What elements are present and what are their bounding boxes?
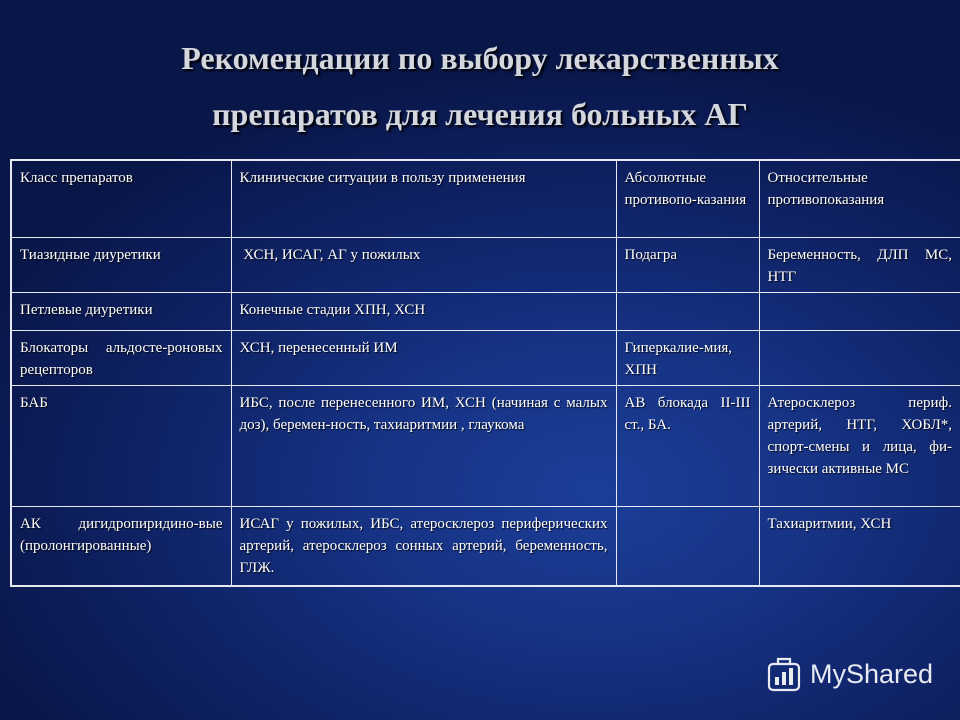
recommendations-table	[10, 159, 960, 587]
table-cell: АВ блокада II-III ст., БА.	[616, 385, 759, 506]
header-cell-absolute-contraindications: Абсолютные противопо-казания	[616, 160, 759, 237]
myshared-logo	[766, 653, 946, 697]
table-cell: Подагра	[616, 237, 759, 292]
table-cell: БАБ	[11, 385, 231, 506]
table-cell: Тахиаритмии, ХСН	[759, 506, 960, 586]
header-cell-indications: Клинические ситуации в пользу применения	[231, 160, 616, 237]
table-cell: ХСН, ИСАГ, АГ у пожилых	[231, 237, 616, 292]
table-row	[11, 330, 960, 385]
logo-text: MyShared	[810, 659, 934, 689]
table-row	[11, 385, 960, 506]
table-row	[11, 292, 960, 330]
title-line-2: препаратов для лечения больных АГ	[212, 96, 748, 132]
table-cell: Беременность, ДЛП МС, НТГ	[759, 237, 960, 292]
table-cell	[616, 292, 759, 330]
table-cell: ИСАГ у пожилых, ИБС, атеросклероз периферических артерий, атеросклероз сонных артерий, беременность, ГЛЖ.	[231, 506, 616, 586]
table-cell: ИБС, после перенесенного ИМ, ХСН (начиная с малых доз), беремен-ность, тахиаритмии , глаукома	[231, 385, 616, 506]
table-cell: АК дигидропиридино-вые (пролонгированные)	[11, 506, 231, 586]
table-header-row	[11, 160, 960, 237]
table-row	[11, 237, 960, 292]
table-cell: Блокаторы альдосте-роновых рецепторов	[11, 330, 231, 385]
table-cell: Атеросклероз периф. артерий, НТГ, ХОБЛ*, спорт-смены и лица, фи-зически активные МС	[759, 385, 960, 506]
myshared-logo-icon	[766, 655, 804, 693]
table-cell: Гиперкалие-мия, ХПН	[616, 330, 759, 385]
table-cell	[759, 292, 960, 330]
slide-title	[0, 30, 960, 142]
table-cell	[759, 330, 960, 385]
table-cell: Петлевые диуретики	[11, 292, 231, 330]
table-cell: Конечные стадии ХПН, ХСН	[231, 292, 616, 330]
table-row	[11, 506, 960, 586]
table-cell: Тиазидные диуретики	[11, 237, 231, 292]
header-cell-relative-contraindications: Относительные противопоказания	[759, 160, 960, 237]
title-line-1: Рекомендации по выбору лекарственных	[181, 40, 779, 76]
header-cell-class: Класс препаратов	[11, 160, 231, 237]
table-cell	[616, 506, 759, 586]
table-cell: ХСН, перенесенный ИМ	[231, 330, 616, 385]
